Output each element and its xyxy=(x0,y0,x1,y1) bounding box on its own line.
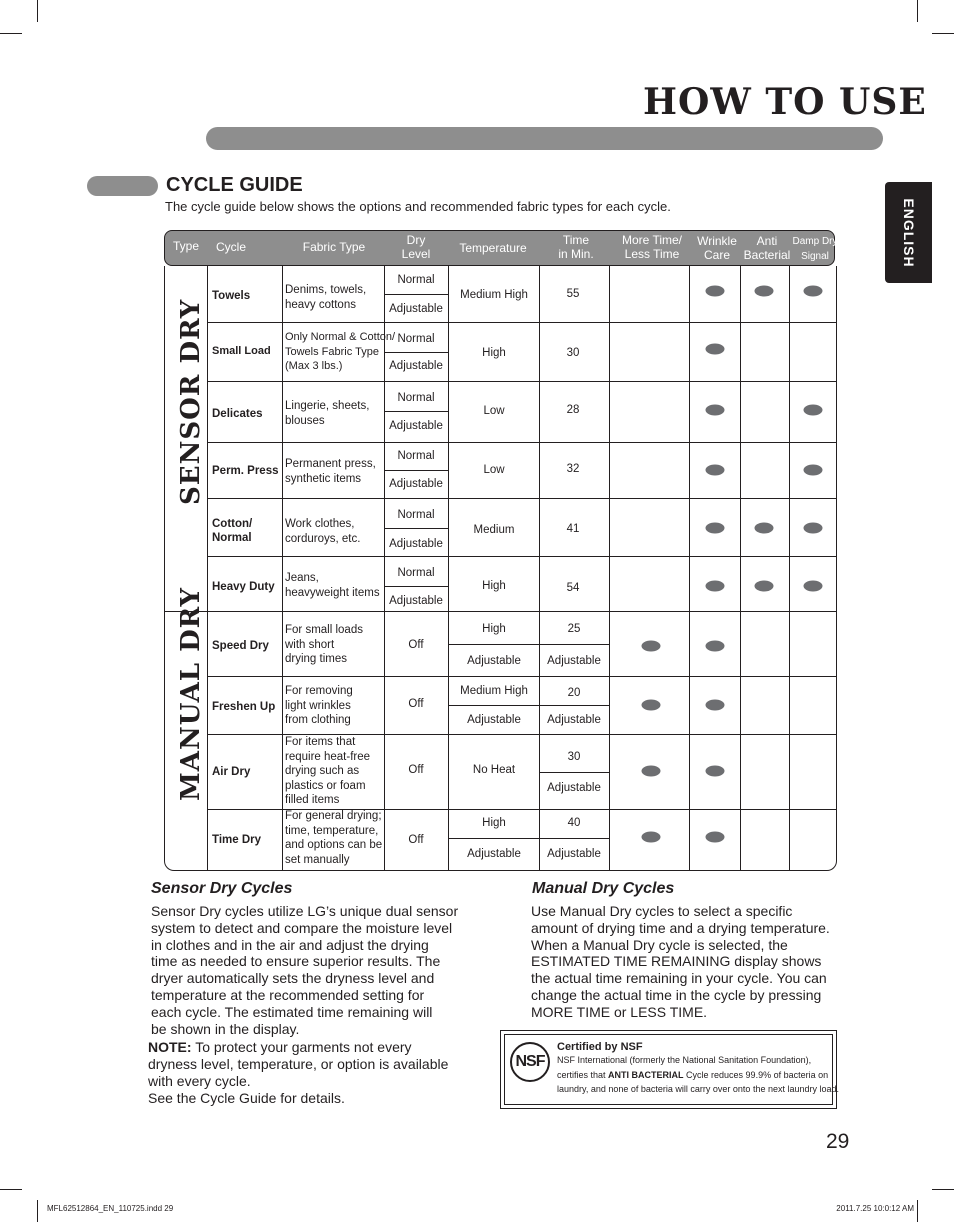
language-tab-label: ENGLISH xyxy=(900,197,917,268)
time-value: 41 xyxy=(566,523,580,535)
crop-mark xyxy=(932,1189,954,1190)
header-time xyxy=(558,233,593,261)
cycle-guide-description: The cycle guide below shows the options and recommended fabric types for each cycle. xyxy=(165,199,671,214)
sensor-dry-label: SENSOR DRY xyxy=(176,298,206,505)
header-damp-line2: Signal xyxy=(801,251,829,262)
dry-adjustable: Adjustable xyxy=(389,478,443,490)
nsf-line2a: certifies that xyxy=(557,1069,609,1080)
header-anti-line1: Anti xyxy=(756,234,778,248)
header-damp-line1: Damp Dry xyxy=(792,236,838,247)
note-label: NOTE: xyxy=(148,1039,192,1055)
option-dot xyxy=(804,286,823,297)
option-dot xyxy=(642,832,661,843)
cycle-freshen-up: Freshen Up xyxy=(212,701,276,713)
time-adjustable: Adjustable xyxy=(547,848,601,860)
fabric-time-dry: For general drying; time, temperature, and options can be set manually xyxy=(285,810,383,866)
option-dot xyxy=(755,286,774,297)
option-dot xyxy=(706,286,725,297)
dry-normal: Normal xyxy=(397,567,435,579)
temp-value: No Heat xyxy=(472,764,516,776)
header-more-line1: More Time/ xyxy=(621,233,683,247)
sub-line xyxy=(384,294,448,295)
option-dot xyxy=(804,465,823,476)
option-dot xyxy=(706,700,725,711)
fabric-freshen-up: For removing light wrinkles from clothing xyxy=(285,685,353,726)
time-value: 55 xyxy=(566,288,580,300)
dry-off: Off xyxy=(408,698,424,710)
fabric-heavy-duty: Jeans, heavyweight items xyxy=(285,572,380,599)
cycle-small-load: Small Load xyxy=(212,345,271,357)
sub-line xyxy=(384,470,448,471)
note-text: To protect your garments not every xyxy=(191,1039,412,1055)
option-dot xyxy=(706,832,725,843)
grid-line xyxy=(740,266,741,871)
grid-line xyxy=(609,266,610,871)
sub-line xyxy=(448,644,609,645)
sensor-dry-heading: Sensor Dry Cycles xyxy=(151,880,293,897)
option-dot xyxy=(642,700,661,711)
dry-adjustable: Adjustable xyxy=(389,360,443,372)
option-dot xyxy=(706,641,725,652)
time-value: 54 xyxy=(566,582,580,594)
cycle-delicates: Delicates xyxy=(212,408,263,420)
option-dot xyxy=(706,344,725,355)
grid-line xyxy=(789,266,790,871)
header-type: Type xyxy=(172,239,200,253)
temp-value: Medium High xyxy=(460,685,528,697)
row-line xyxy=(207,676,836,677)
option-dot xyxy=(755,523,774,534)
cycle-speed-dry: Speed Dry xyxy=(212,640,269,652)
manual-dry-heading: Manual Dry Cycles xyxy=(532,880,675,897)
crop-mark xyxy=(917,1200,918,1222)
header-anti-line2: Bacterial xyxy=(743,248,791,262)
nsf-text xyxy=(557,1053,839,1097)
sub-line xyxy=(539,772,609,773)
nsf-heading: Certified by NSF xyxy=(557,1041,643,1053)
time-value: 40 xyxy=(567,817,581,829)
header-temperature: Temperature xyxy=(459,241,527,255)
sub-line xyxy=(384,528,448,529)
temp-value: High xyxy=(482,817,506,829)
footer-date: 2011.7.25 10:0:12 AM xyxy=(836,1204,914,1213)
dry-normal: Normal xyxy=(397,333,435,345)
time-value: 32 xyxy=(566,463,580,475)
crop-mark xyxy=(37,1200,38,1222)
table-header xyxy=(164,230,838,266)
fabric-small-load: Only Normal & Cotton/ Towels Fabric Type (Max 3 lbs.) xyxy=(285,331,396,372)
time-value: 30 xyxy=(567,751,581,763)
option-dot xyxy=(804,405,823,416)
header-fabric: Fabric Type xyxy=(302,240,366,254)
header-dry-line1: Dry xyxy=(406,233,426,247)
header-time-line1: Time xyxy=(562,233,590,247)
temp-value: Medium xyxy=(473,524,515,536)
header-wrinkle-care xyxy=(697,234,737,262)
temp-value: Low xyxy=(483,464,505,476)
sensor-dry-note-rest: dryness level, temperature, or option is available with every cycle. See the Cycle Guide for details. xyxy=(148,1056,449,1106)
option-dot xyxy=(706,405,725,416)
fabric-delicates: Lingerie, sheets, blouses xyxy=(285,400,370,427)
footer-file: MFL62512864_EN_110725.indd 29 xyxy=(47,1204,174,1213)
dry-adjustable: Adjustable xyxy=(389,303,443,315)
time-adjustable: Adjustable xyxy=(547,655,601,667)
option-dot xyxy=(642,766,661,777)
dry-adjustable: Adjustable xyxy=(389,595,443,607)
option-dot xyxy=(706,465,725,476)
dry-off: Off xyxy=(408,764,424,776)
cycle-guide-title: CYCLE GUIDE xyxy=(166,174,303,196)
dry-adjustable: Adjustable xyxy=(389,538,443,550)
time-value: 30 xyxy=(566,347,580,359)
grid-line xyxy=(282,266,283,871)
option-dot xyxy=(706,766,725,777)
manual-dry-label: MANUAL DRY xyxy=(176,586,206,801)
header-more-line2: Less Time xyxy=(624,247,680,261)
sub-line xyxy=(448,705,609,706)
header-bar xyxy=(206,127,883,150)
nsf-line1: NSF International (formerly the National Sanitation Foundation), xyxy=(557,1055,812,1065)
dry-adjustable: Adjustable xyxy=(389,420,443,432)
dry-normal: Normal xyxy=(397,274,435,286)
crop-mark xyxy=(917,0,918,22)
temp-value: High xyxy=(482,347,506,359)
time-value: 25 xyxy=(567,623,581,635)
header-time-line2: in Min. xyxy=(558,247,594,261)
sub-line xyxy=(448,838,609,839)
time-adjustable: Adjustable xyxy=(547,782,601,794)
row-line xyxy=(207,322,836,323)
temp-adjustable: Adjustable xyxy=(467,655,521,667)
cycle-towels: Towels xyxy=(212,290,251,302)
sensor-dry-body: Sensor Dry cycles utilize LG’s unique dual sensor system to detect and compare the moisture level in clothes and in the air and adjust the drying time as needed to ensure superior results. The dryer automatically sets the dryness level and temperature at the recommended setting for each cycle. The estimated time remaining will be shown in the display. xyxy=(151,903,459,1037)
crop-mark xyxy=(37,0,38,22)
manual-dry-body: Use Manual Dry cycles to select a specific amount of drying time and a drying temperature. When a Manual Dry cycle is selected, the ESTIMATED TIME REMAINING display shows the actual time remaining in your cycle. You can change the actual time in the cycle by pressing MORE TIME or LESS TIME. xyxy=(531,903,830,1020)
sub-line xyxy=(384,586,448,587)
sensor-dry-note xyxy=(148,1039,412,1056)
row-line xyxy=(207,442,836,443)
fabric-perm-press: Permanent press, synthetic items xyxy=(285,458,376,485)
section-line xyxy=(164,611,836,612)
header-dry-line2: Level xyxy=(401,247,431,261)
option-dot xyxy=(755,581,774,592)
time-adjustable: Adjustable xyxy=(547,714,601,726)
grid-line xyxy=(207,266,208,871)
nsf-line2b: ANTI BACTERIAL xyxy=(608,1069,684,1080)
time-value: 28 xyxy=(566,404,580,416)
crop-mark xyxy=(932,33,954,34)
header-anti-bacterial xyxy=(744,234,791,262)
grid-line xyxy=(539,266,540,871)
temp-adjustable: Adjustable xyxy=(467,848,521,860)
temp-value: Medium High xyxy=(460,289,528,301)
cycle-perm-press: Perm. Press xyxy=(212,465,279,477)
time-value: 20 xyxy=(567,687,581,699)
option-dot xyxy=(706,523,725,534)
crop-mark xyxy=(0,1189,22,1190)
nsf-line2c: Cycle reduces 99.9% of bacteria on xyxy=(683,1069,829,1080)
dry-normal: Normal xyxy=(397,509,435,521)
fabric-cotton-normal: Work clothes, corduroys, etc. xyxy=(285,518,361,545)
dry-off: Off xyxy=(408,834,424,846)
page-title: HOW TO USE xyxy=(643,81,927,123)
option-dot xyxy=(804,581,823,592)
option-dot xyxy=(804,523,823,534)
option-dot xyxy=(706,581,725,592)
cycle-cotton-normal: Cotton/ Normal xyxy=(212,518,253,544)
nsf-line3: laundry, and none of bacteria will carry over onto the next laundry load. xyxy=(557,1084,839,1094)
crop-mark xyxy=(0,33,22,34)
cycle-heavy-duty: Heavy Duty xyxy=(212,581,275,593)
temp-value: Low xyxy=(483,405,505,417)
fabric-towels: Denims, towels, heavy cottons xyxy=(285,284,367,311)
header-damp-dry-signal xyxy=(792,234,837,264)
row-line xyxy=(207,498,836,499)
dry-off: Off xyxy=(408,639,424,651)
header-cycle: Cycle xyxy=(215,240,247,254)
header-wrinkle-line2: Care xyxy=(703,248,731,262)
header-more-time xyxy=(622,233,682,261)
dry-normal: Normal xyxy=(397,392,435,404)
temp-adjustable: Adjustable xyxy=(467,714,521,726)
header-wrinkle-line1: Wrinkle xyxy=(697,234,737,248)
row-line xyxy=(207,556,836,557)
option-dot xyxy=(642,641,661,652)
row-line xyxy=(207,381,836,382)
temp-value: High xyxy=(482,623,506,635)
header-dry-level xyxy=(402,233,431,261)
cycle-air-dry: Air Dry xyxy=(212,766,251,778)
grid-line xyxy=(448,266,449,871)
fabric-speed-dry: For small loads with short drying times xyxy=(285,624,363,665)
fabric-air-dry: For items that require heat-free drying such as plastics or foam filled items xyxy=(285,736,371,806)
nsf-logo-icon: NSF xyxy=(510,1042,550,1082)
page-number: 29 xyxy=(826,1130,850,1153)
section-pill xyxy=(87,176,158,196)
temp-value: High xyxy=(482,580,506,592)
dry-normal: Normal xyxy=(397,450,435,462)
language-tab xyxy=(885,182,932,283)
grid-line xyxy=(689,266,690,871)
cycle-time-dry: Time Dry xyxy=(212,834,262,846)
sub-line xyxy=(384,411,448,412)
